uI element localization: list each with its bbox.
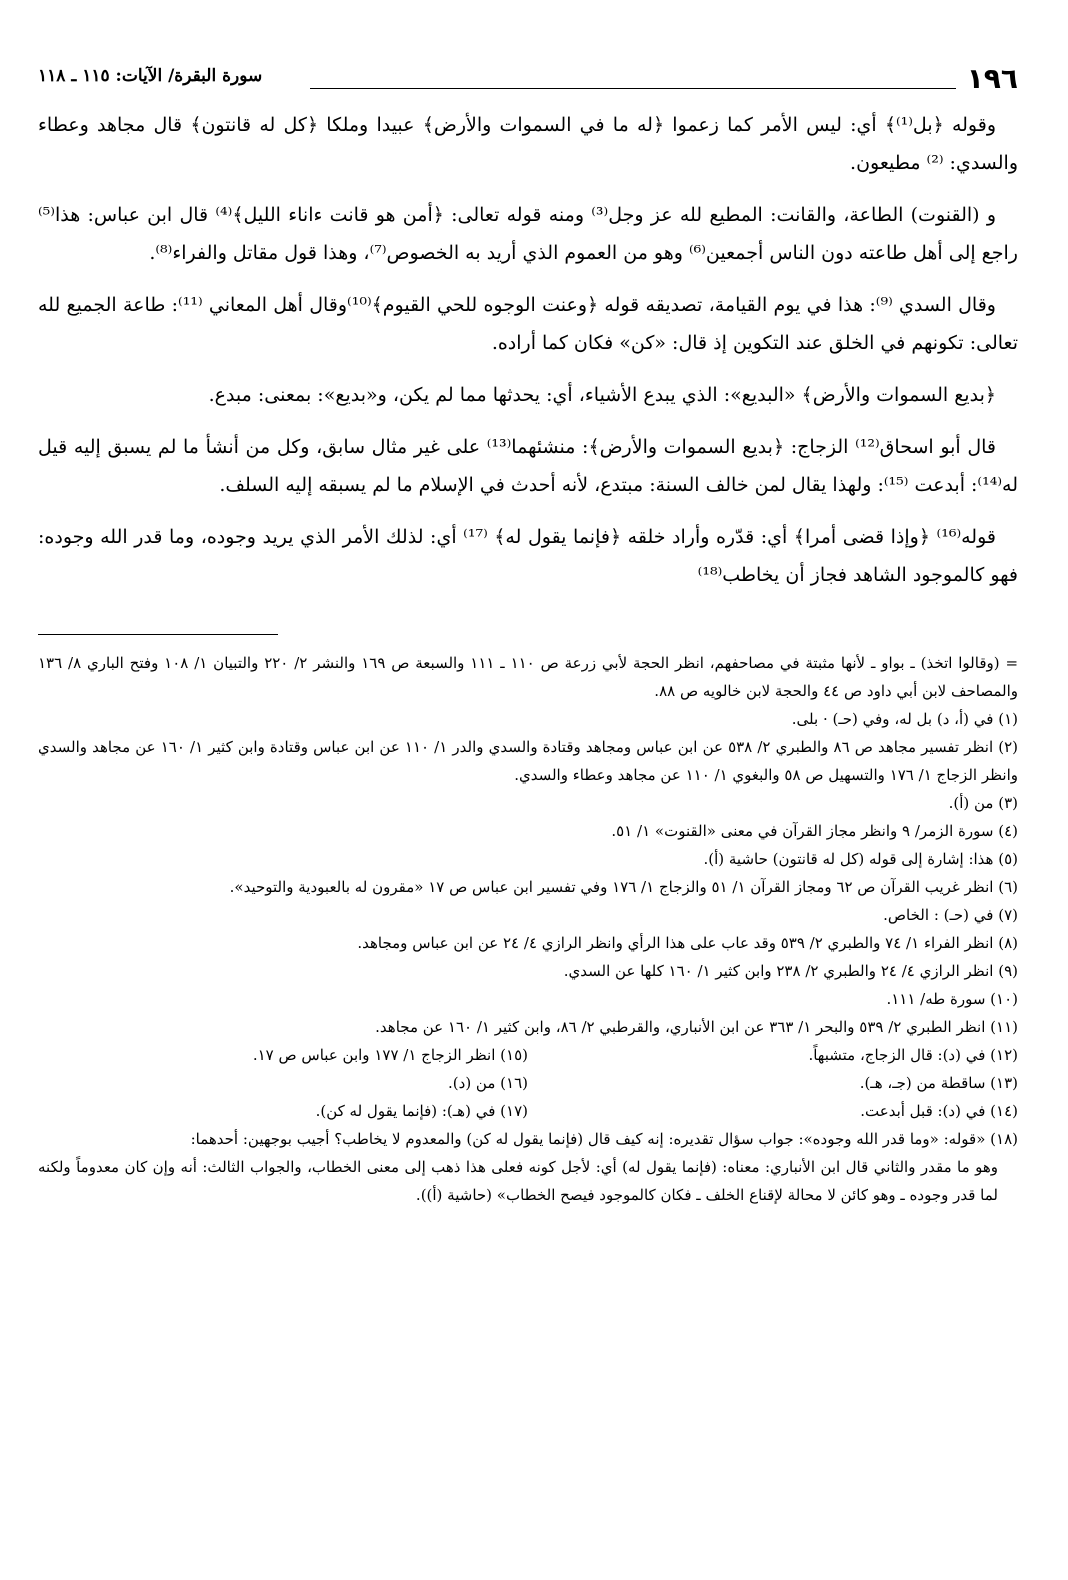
- header-rule: [310, 88, 956, 89]
- paragraph: [38, 286, 1018, 362]
- footnote: (١١) انظر الطبري ٢/ ٥٣٩ والبحر ١/ ٣٦٣ عن ابن الأنباري، والقرطبي ٢/ ٨٦، وابن كثير ١/ ١٦٠ عن مجاهد.: [375, 1018, 1018, 1036]
- footnote: (١٠) سورة طه/ ١١١.: [886, 990, 1018, 1008]
- footnote: (٦) انظر غريب القرآن ص ٦٢ ومجاز القرآن ١/ ٥١ والزجاج ١/ ١٧٦ وفي تفسير ابن عباس ص ١٧ «مقرون له بالعبودية والتوحيد».: [229, 878, 1018, 896]
- footnote: (٧) في (حـ) : الخاص.: [883, 906, 1018, 924]
- book-page: [38, 58, 1018, 1209]
- page-number: ١٩٦: [966, 62, 1018, 95]
- footnote: (١٣) ساقطة من (جـ، هـ).: [859, 1074, 1018, 1092]
- footnote-continued: وهو ما مقدر والثاني قال ابن الأنباري: معناه: (فإنما يقول له) أي: لأجل كونه فعلى هذا ذهب إلى معنى الخطاب، والجواب الثالث: أنه وإن كان معدوماً ولكنه لما قدر وجوده ـ وهو كائن لا محالة لإقناع الخلف ـ فكان كالموجود فيصح الخطاب» (حاشية (أ)).: [38, 1158, 998, 1204]
- page-header: [38, 58, 1018, 96]
- footnote: (٩) انظر الرازي ٤/ ٢٤ والطبري ٢/ ٢٣٨ وابن كثير ١/ ١٦٠ كلها عن السدي.: [563, 962, 1018, 980]
- paragraph: [38, 376, 1018, 414]
- paragraph-text: ﴿بديع السموات والأرض﴾ «البديع»: الذي يبدع الأشياء، أي: يحدثها مما لم يكن، و«بديع»: بمعنى: مبدع.: [208, 384, 996, 406]
- paragraph-text: وقال السدي ⁽⁹⁾: هذا في يوم القيامة، تصديقه قوله ﴿وعنت الوجوه للحي القيوم﴾⁽¹⁰⁾وقال أهل المعاني ⁽¹¹⁾: طاعة الجميع لله تعالى: تكونهم في الخلق عند التكوين إذ قال: «كن» فكان كما أراده.: [38, 294, 1018, 354]
- running-title: سورة البقرة/ الآيات: ١١٥ ـ ١١٨: [38, 66, 263, 86]
- footnote-pair: [38, 1069, 1018, 1097]
- footnote: (٤) سورة الزمر/ ٩ وانظر مجاز القرآن في معنى «القنوت» ١/ ٥١.: [611, 822, 1018, 840]
- paragraph-text: وقوله ﴿بل⁽¹⁾﴾ أي: ليس الأمر كما زعموا ﴿له ما في السموات والأرض﴾ عبيدا وملكا ﴿كل له قانتون﴾ قال مجاهد وعطاء والسدي: ⁽²⁾ مطيعون.: [38, 114, 1018, 174]
- paragraph: [38, 106, 1018, 182]
- main-text: [38, 106, 1018, 594]
- footnote: (٣) من (أ).: [948, 794, 1018, 812]
- footnote: (١٢) في (د): قال الزجاج، متشبهاً.: [808, 1046, 1018, 1064]
- paragraph: [38, 518, 1018, 594]
- footnote: (٨) انظر الفراء ١/ ٧٤ والطبري ٢/ ٥٣٩ وقد عاب على هذا الرأي وانظر الرازي ٤/ ٢٤ عن ابن عباس ومجاهد.: [357, 934, 1018, 952]
- footnote: (١٨) «قوله: «وما قدر الله وجوده»: جواب سؤال تقديره: إنه كيف قال (فإنما يقول له كن) والمعدوم لا يخاطب؟ أجيب بوجهين: أحدهما:: [190, 1130, 1018, 1148]
- paragraph: [38, 196, 1018, 272]
- paragraph-text: قال أبو اسحاق⁽¹²⁾ الزجاج: ﴿بديع السموات والأرض﴾: منشئهما⁽¹³⁾ على غير مثال سابق، وكل من أنشأ ما لم يسبق إليه قيل له⁽¹⁴⁾: أبدعت ⁽¹⁵⁾: ولهذا يقال لمن خالف السنة: مبتدع، لأنه أحدث في الإسلام ما لم يسبقه إليه السلف.: [38, 436, 1018, 496]
- footnote: (١٤) في (د): قبل أبدعت.: [860, 1102, 1018, 1120]
- footnotes: [38, 649, 1018, 1209]
- footnote-continuation: = (وقالوا اتخذ) ـ بواو ـ لأنها مثبتة في مصاحفهم، انظر الحجة لأبي زرعة ص ١١٠ ـ ١١١ والسبعة ص ١٦٩ والنشر ٢/ ٢٢٠ والتبيان ١/ ١٠٨ وفتح الباري ٨/ ١٣٦ والمصاحف لابن أبي داود ص ٤٤ والحجة لابن خالويه ص ٨٨.: [38, 654, 1019, 700]
- footnote-pair: [38, 1041, 1018, 1069]
- footnote-separator: [38, 634, 278, 635]
- footnote-pair: [38, 1097, 1018, 1125]
- footnote: (١٥) انظر الزجاج ١/ ١٧٧ وابن عباس ص ١٧.: [252, 1046, 528, 1064]
- footnote: (١٧) في (هـ): (فإنما يقول له كن).: [315, 1102, 528, 1120]
- footnote: (٥) هذا: إشارة إلى قوله (كل له قانتون) حاشية (أ).: [703, 850, 1018, 868]
- footnote: (١) في (أ، د) بل له، وفي (حـ) · بلى.: [791, 710, 1018, 728]
- paragraph: [38, 428, 1018, 504]
- paragraph-text: قوله⁽¹⁶⁾ ﴿وإذا قضى أمرا﴾ أي: قدّره وأراد خلقه ﴿فإنما يقول له﴾ ⁽¹⁷⁾ أي: لذلك الأمر الذي يريد وجوده، وما قدر الله وجوده: فهو كالموجود الشاهد فجاز أن يخاطب⁽¹⁸⁾: [38, 526, 1018, 586]
- footnote: (٢) انظر تفسير مجاهد ص ٨٦ والطبري ٢/ ٥٣٨ عن ابن عباس ومجاهد وقتادة والسدي والدر ١/ ١١٠ عن ابن عباس وقتادة وابن كثير ١/ ١٦٠ عن مجاهد والسدي وانظر الزجاج ١/ ١٧٦ والتسهيل ص ٥٨ والبغوي ١/ ١١٠ عن مجاهد وعطاء والسدي.: [38, 738, 1019, 784]
- footnote: (١٦) من (د).: [448, 1074, 528, 1092]
- paragraph-text: و (القنوت) الطاعة، والقانت: المطيع لله عز وجل⁽³⁾ ومنه قوله تعالى: ﴿أمن هو قانت ءاناء الليل﴾⁽⁴⁾ قال ابن عباس: هذا⁽⁵⁾ راجع إلى أهل طاعته دون الناس أجمعين⁽⁶⁾ وهو من العموم الذي أريد به الخصوص⁽⁷⁾، وهذا قول مقاتل والفراء⁽⁸⁾.: [38, 204, 1018, 264]
